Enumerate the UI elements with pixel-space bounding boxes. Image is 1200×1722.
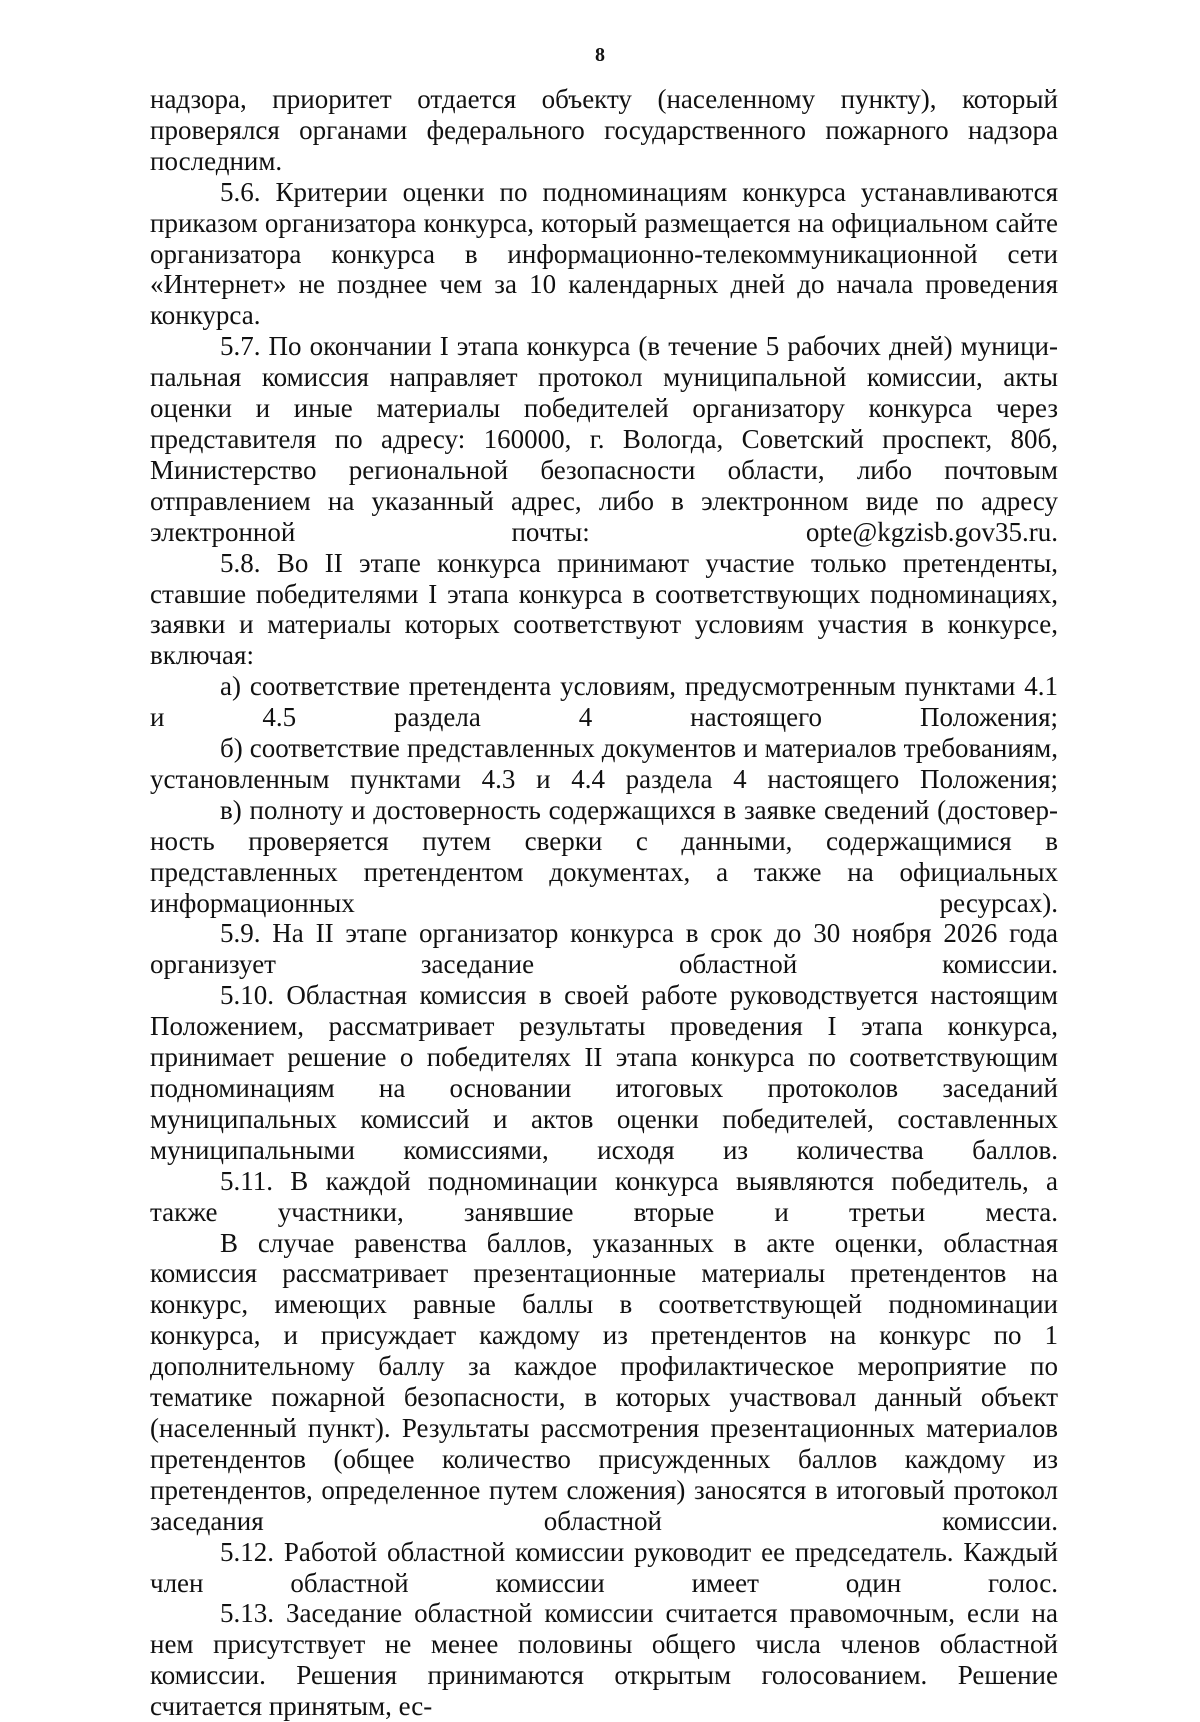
paragraph-5-12: 5.12. Работой областной комиссии руководит ее председатель. Каждый член областной комиссии имеет один голос. <box>150 1536 1058 1598</box>
paragraph-5-6: 5.6. Критерии оценки по подноминациям конкурса устанавливаются приказом организатора конкурса, который размещается на официальном сайте организатора конкурса в информационно-телекоммуникационной сети «Интернет» не позднее чем за 10 календарных дней до начала проведения конкурса. <box>150 176 1058 331</box>
paragraph-tie-break: В случае равенства баллов, указанных в акте оценки, областная комиссия рассматривает презентационные материалы претендентов на конкурс, имеющих равные баллы в соответствующей подноминации конкурса, и присуждает каждому из претендентов на конкурс по 1 дополнительному баллу за каждое профилактическое мероприятие по тематике пожарной безопасности, в которых участвовал данный объект (населенный пункт). Результаты рассмотрения презентационных материалов претендентов (общее количество присужденных баллов каждому из претендентов, определенное путем сложения) заносятся в итоговый протокол заседания областной комиссии. <box>150 1227 1058 1536</box>
page-number: 8 <box>595 44 605 66</box>
document-body <box>150 84 1058 1722</box>
paragraph-5-13: 5.13. Заседание областной комиссии считается правомочным, если на нем присутствует не менее половины общего числа членов областной комиссии. Решения принимаются открытым голосованием. Решение считается принятым, ес- <box>150 1598 1058 1722</box>
paragraph-5-10: 5.10. Областная комиссия в своей работе руководствуется настоящим Положением, рассматривает результаты проведения I этапа конкурса, принимает решение о победителях II этапа конкурса по соответствующим подноминациям на основании итоговых протоколов заседаний муниципальных комиссий и актов оценки победителей, составленных муниципальными комиссиями, исходя из количества баллов. <box>150 980 1058 1165</box>
paragraph-5-9: 5.9. На II этапе организатор конкурса в срок до 30 ноября 2026 года организует заседание областной комиссии. <box>150 918 1058 980</box>
paragraph-5-8: 5.8. Во II этапе конкурса принимают участие только претенденты, ставшие победителями I этапа конкурса в соответствующих подноминациях, заявки и материалы которых соответствуют условиям участия в конкурсе, включая: <box>150 547 1058 671</box>
paragraph-5-7: 5.7. По окончании I этапа конкурса (в течение 5 рабочих дней) муниципальная комиссия направляет протокол муниципальной комиссии, акты оценки и иные материалы победителей организатору конкурса через представителя по адресу: 160000, г. Вологда, Советский проспект, 80б, Министерство региональной безопасности области, либо почтовым отправлением на указанный адрес, либо в электронном виде по адресу электронной почты: opte@kgzisb.gov35.ru. <box>150 331 1058 547</box>
paragraph-5-8-b: б) соответствие представленных документов и материалов требованиям, установленным пунктами 4.3 и 4.4 раздела 4 настоящего Положения; <box>150 733 1058 794</box>
paragraph-5-8-a: а) соответствие претендента условиям, предусмотренным пунктами 4.1 и 4.5 раздела 4 настоящего Положения; <box>150 671 1058 733</box>
paragraph-5-11: 5.11. В каждой подноминации конкурса выявляются победитель, а также участники, занявшие вторые и третьи места. <box>150 1165 1058 1227</box>
paragraph-continuation: надзора, приоритет отдается объекту (населенному пункту), который проверялся органами федерального государственного пожарного надзора последним. <box>150 84 1058 176</box>
paragraph-5-8-v: в) полноту и достоверность содержащихся в заявке сведений (достоверность проверяется путем сверки с данными, содержащимися в представленных претендентом документах, а также на официальных информационных ресурсах). <box>150 794 1058 918</box>
